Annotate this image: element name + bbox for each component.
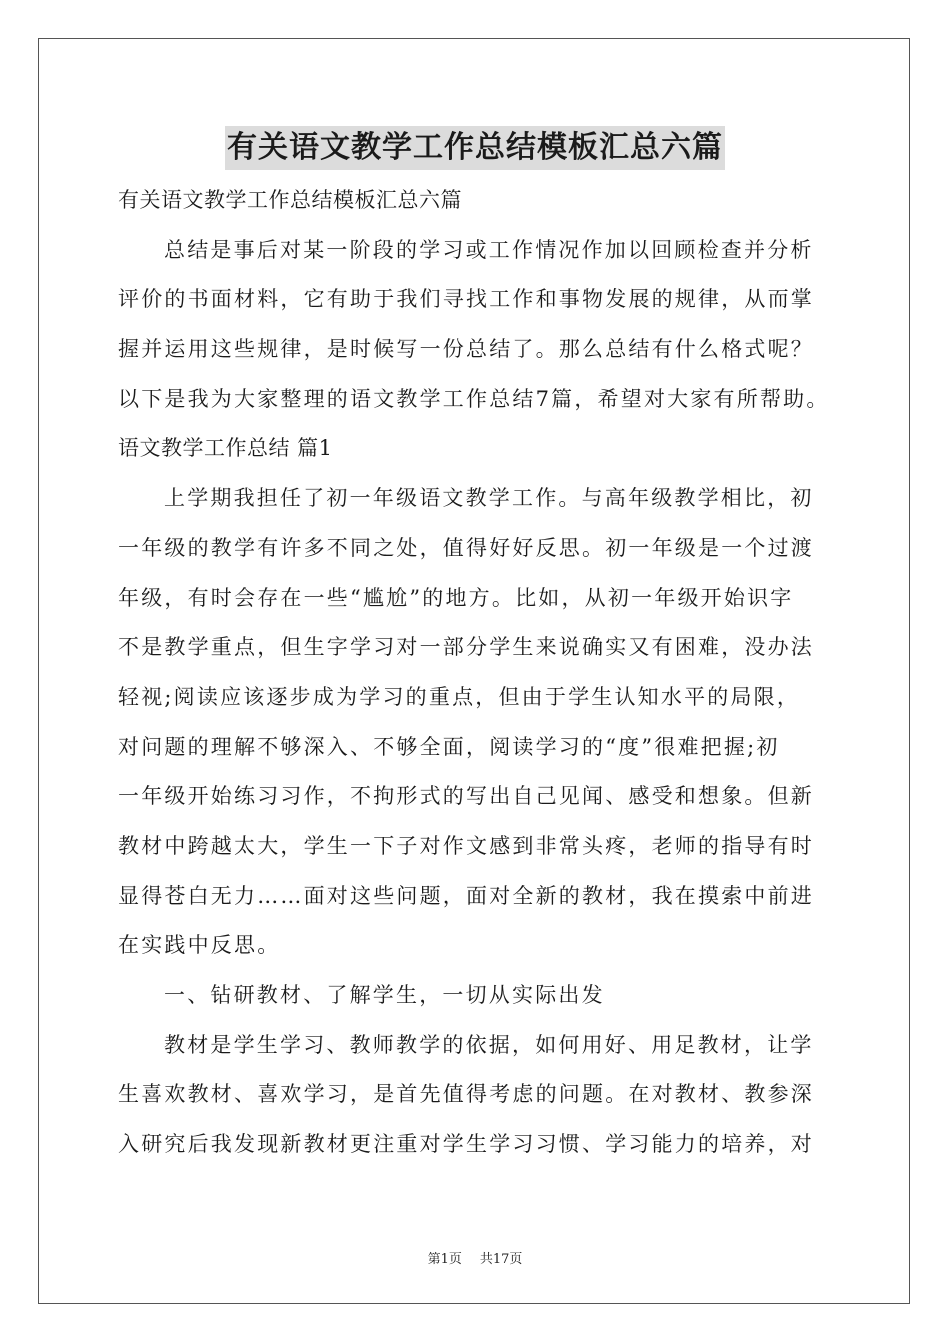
text-line: 显得苍白无力……面对这些问题，面对全新的教材，我在摸索中前进 bbox=[118, 883, 814, 908]
text-line: 教材中跨越太大，学生一下子对作文感到非常头疼，老师的指导有时 bbox=[118, 833, 814, 858]
text-line: 入研究后我发现新教材更注重对学生学习习惯、学习能力的培养，对 bbox=[118, 1132, 814, 1157]
text-line: 生喜欢教材、喜欢学习，是首先值得考虑的问题。在对教材、教参深 bbox=[118, 1082, 814, 1107]
section-heading: 语文教学工作总结 篇1 bbox=[118, 436, 333, 461]
page-total: 共17页 bbox=[479, 1252, 523, 1267]
title-container bbox=[0, 126, 950, 170]
text-line: 握并运用这些规律，是时候写一份总结了。那么总结有什么格式呢？ bbox=[118, 337, 814, 362]
document-title: 有关语文教学工作总结模板汇总六篇 bbox=[225, 126, 725, 170]
document-subtitle: 有关语文教学工作总结模板汇总六篇 bbox=[118, 188, 462, 212]
text-line: 对问题的理解不够深入、不够全面，阅读学习的“度”很难把握;初 bbox=[118, 734, 780, 759]
text-line: 评价的书面材料，它有助于我们寻找工作和事物发展的规律，从而掌 bbox=[118, 287, 814, 312]
text-line: 一年级的教学有许多不同之处，值得好好反思。初一年级是一个过渡 bbox=[118, 535, 814, 560]
text-line: 轻视;阅读应该逐步成为学习的重点，但由于学生认知水平的局限， bbox=[118, 684, 801, 709]
text-line: 在实践中反思。 bbox=[118, 933, 281, 958]
text-line: 上学期我担任了初一年级语文教学工作。与高年级教学相比，初 bbox=[164, 486, 814, 511]
document-body bbox=[118, 176, 838, 1170]
text-line: 以下是我为大家整理的语文教学工作总结7篇，希望对大家有所帮助。 bbox=[118, 386, 830, 411]
text-line: 一、钻研教材、了解学生，一切从实际出发 bbox=[164, 983, 605, 1007]
page-number: 第1页 bbox=[427, 1252, 462, 1267]
page-footer bbox=[0, 1248, 950, 1267]
text-line: 一年级开始练习习作，不拘形式的写出自己见闻、感受和想象。但新 bbox=[118, 784, 814, 809]
text-line: 不是教学重点，但生字学习对一部分学生来说确实又有困难，没办法 bbox=[118, 635, 814, 660]
text-line: 教材是学生学习、教师教学的依据，如何用好、用足教材，让学 bbox=[164, 1032, 814, 1057]
text-line: 总结是事后对某一阶段的学习或工作情况作加以回顾检查并分析 bbox=[164, 237, 814, 262]
body-lines bbox=[118, 226, 838, 1170]
text-line: 年级，有时会存在一些“尴尬”的地方。比如，从初一年级开始识字 bbox=[118, 585, 794, 610]
